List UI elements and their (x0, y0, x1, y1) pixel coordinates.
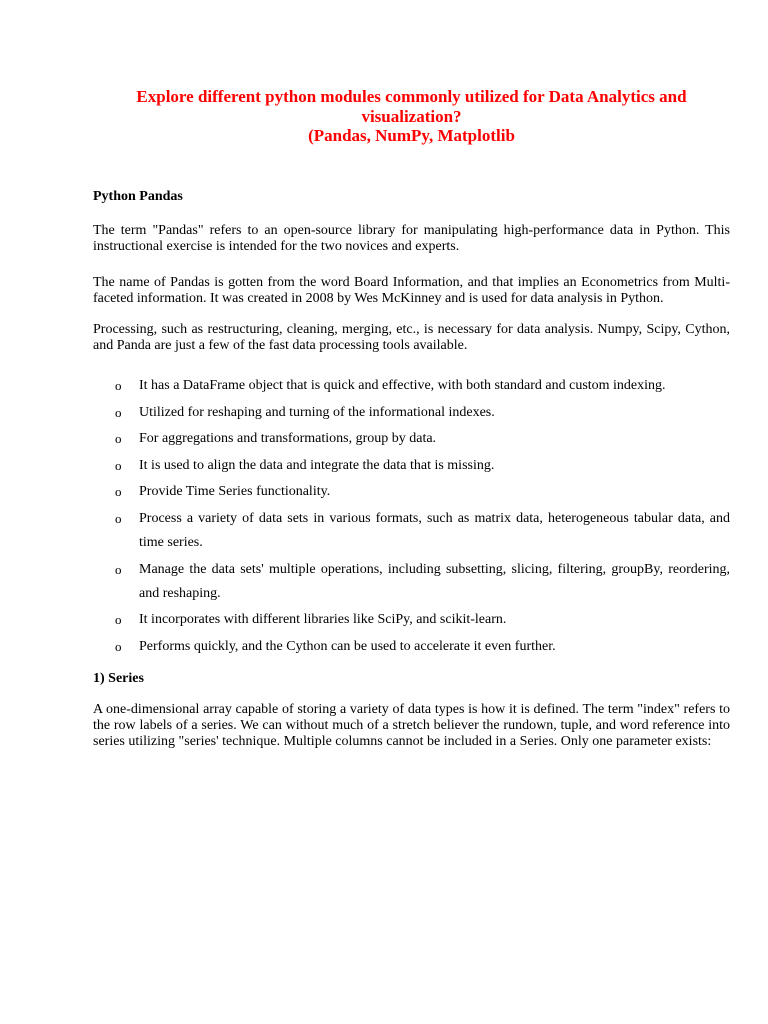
list-item (93, 480, 730, 504)
list-item (93, 608, 730, 632)
list-item-text: It has a DataFrame object that is quick and effective, with both standard and custom indexing. (139, 378, 666, 393)
paragraph-series-definition: A one-dimensional array capable of storing a variety of data types is how it is defined. The term "index" refers to the row labels of a series. We can without much of a stretch believer the rundown, tuple, and word reference into series utilizing "series' technique. Multiple columns cannot be included in a Series. Only one parameter exists: (93, 702, 730, 749)
bullet-marker: o (115, 484, 122, 500)
document-title-line2: (Pandas, NumPy, Matplotlib (308, 126, 515, 145)
section-heading-python-pandas: Python Pandas (93, 189, 183, 204)
section-heading-series: 1) Series (93, 671, 144, 686)
bullet-marker: o (115, 561, 122, 577)
document-title-line1: Explore different python modules commonly utilized for Data Analytics and visualization? (136, 87, 687, 126)
list-item (93, 507, 730, 555)
bullet-marker: o (115, 431, 122, 447)
paragraph-pandas-processing: Processing, such as restructuring, cleaning, merging, etc., is necessary for data analysis. Numpy, Scipy, Cython, and Panda are just a few of the fast data processing tools available. (93, 322, 730, 353)
list-item-text: Manage the data sets' multiple operations, including subsetting, slicing, filtering, groupBy, reordering, and reshaping. (139, 561, 730, 601)
list-item (93, 558, 730, 606)
list-item-text: It incorporates with different libraries like SciPy, and scikit-learn. (139, 612, 507, 628)
list-item (93, 401, 730, 425)
bullet-marker: o (115, 612, 122, 628)
list-item (93, 374, 730, 398)
bullet-marker: o (115, 510, 122, 526)
list-item-text: It is used to align the data and integrate the data that is missing. (139, 457, 495, 473)
bullet-marker: o (115, 404, 122, 420)
list-item (93, 635, 730, 659)
pandas-features-list (93, 374, 730, 661)
list-item-text: For aggregations and transformations, group by data. (139, 431, 437, 447)
list-item (93, 427, 730, 451)
list-item-text: Process a variety of data sets in various formats, such as matrix data, heterogeneous tabular data, and time series. (139, 510, 730, 550)
list-item-text: Provide Time Series functionality. (139, 484, 331, 500)
bullet-marker: o (115, 378, 122, 393)
list-item-text: Utilized for reshaping and turning of the informational indexes. (139, 404, 495, 420)
bullet-marker: o (115, 638, 122, 654)
list-item (93, 454, 730, 478)
paragraph-pandas-intro: The term "Pandas" refers to an open-source library for manipulating high-performance data in Python. This instructional exercise is intended for the two novices and experts. (93, 223, 730, 254)
bullet-marker: o (115, 457, 122, 473)
document-title (93, 87, 730, 146)
paragraph-pandas-origin: The name of Pandas is gotten from the word Board Information, and that implies an Econometrics from Multi-faceted information. It was created in 2008 by Wes McKinney and is used for data analysis in Python. (93, 275, 730, 306)
list-item-text: Performs quickly, and the Cython can be used to accelerate it even further. (139, 638, 556, 654)
